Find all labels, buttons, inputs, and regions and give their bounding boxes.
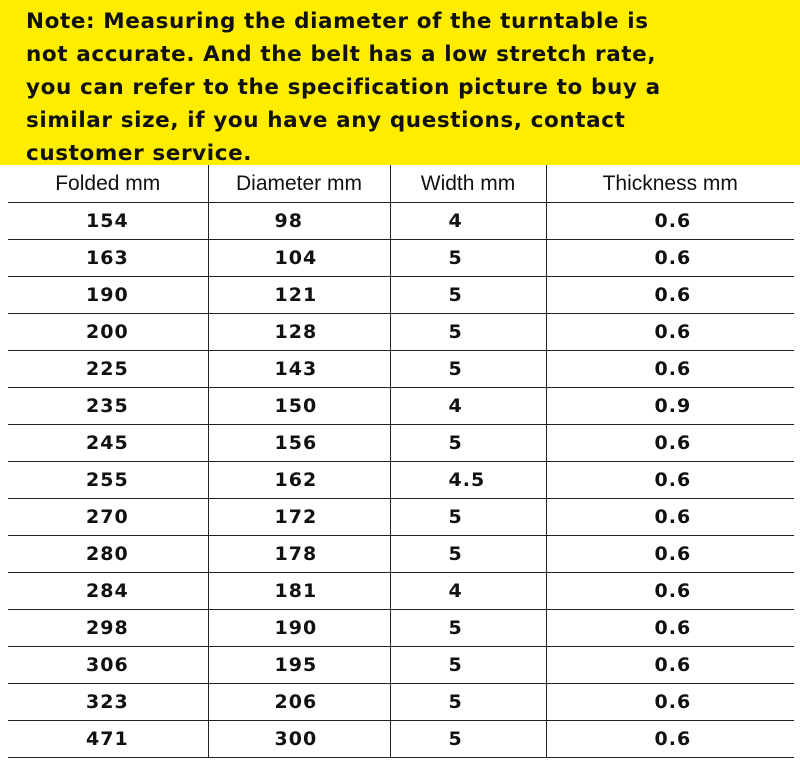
- diameter-cell: 300: [208, 721, 390, 758]
- thickness-cell: 0.6: [546, 610, 794, 647]
- diameter-cell: 98: [208, 203, 390, 240]
- table-row: [8, 462, 794, 499]
- diameter-cell: 162: [208, 462, 390, 499]
- diameter-cell: 172: [208, 499, 390, 536]
- diameter-cell: 128: [208, 314, 390, 351]
- width-cell: 5: [390, 536, 546, 573]
- table-row: [8, 610, 794, 647]
- folded-cell: 245: [8, 425, 208, 462]
- diameter-cell: 143: [208, 351, 390, 388]
- width-cell: 5: [390, 277, 546, 314]
- thickness-cell: 0.6: [546, 277, 794, 314]
- folded-cell: 255: [8, 462, 208, 499]
- folded-cell: 280: [8, 536, 208, 573]
- note-line: similar size, if you have any questions, contact: [26, 108, 626, 133]
- folded-cell: 306: [8, 647, 208, 684]
- width-cell: 5: [390, 721, 546, 758]
- note-banner: [0, 0, 800, 165]
- folded-cell: 298: [8, 610, 208, 647]
- spec-table-container: [8, 165, 794, 758]
- width-cell: 5: [390, 314, 546, 351]
- diameter-cell: 156: [208, 425, 390, 462]
- folded-cell: 284: [8, 573, 208, 610]
- folded-cell: 154: [8, 203, 208, 240]
- thickness-cell: 0.9: [546, 388, 794, 425]
- thickness-cell: 0.6: [546, 351, 794, 388]
- width-cell: 4: [390, 573, 546, 610]
- thickness-cell: 0.6: [546, 536, 794, 573]
- folded-cell: 200: [8, 314, 208, 351]
- table-row: [8, 388, 794, 425]
- table-row: [8, 425, 794, 462]
- header-folded: Folded mm: [8, 165, 208, 203]
- width-cell: 5: [390, 425, 546, 462]
- thickness-cell: 0.6: [546, 647, 794, 684]
- thickness-cell: 0.6: [546, 573, 794, 610]
- thickness-cell: 0.6: [546, 314, 794, 351]
- note-line: Note: Measuring the diameter of the turntable is: [26, 9, 649, 34]
- diameter-cell: 181: [208, 573, 390, 610]
- note-line: you can refer to the specification picture to buy a: [26, 75, 661, 100]
- folded-cell: 190: [8, 277, 208, 314]
- width-cell: 5: [390, 499, 546, 536]
- table-header-row: [8, 165, 794, 203]
- table-row: [8, 647, 794, 684]
- table-row: [8, 351, 794, 388]
- table-body: [8, 203, 794, 758]
- table-row: [8, 721, 794, 758]
- table-row: [8, 277, 794, 314]
- diameter-cell: 206: [208, 684, 390, 721]
- table-row: [8, 203, 794, 240]
- thickness-cell: 0.6: [546, 425, 794, 462]
- thickness-cell: 0.6: [546, 684, 794, 721]
- header-thickness: Thickness mm: [546, 165, 794, 203]
- width-cell: 5: [390, 240, 546, 277]
- width-cell: 5: [390, 647, 546, 684]
- width-cell: 4: [390, 388, 546, 425]
- width-cell: 4.5: [390, 462, 546, 499]
- width-cell: 5: [390, 351, 546, 388]
- table-row: [8, 314, 794, 351]
- folded-cell: 270: [8, 499, 208, 536]
- diameter-cell: 190: [208, 610, 390, 647]
- thickness-cell: 0.6: [546, 203, 794, 240]
- header-diameter: Diameter mm: [208, 165, 390, 203]
- thickness-cell: 0.6: [546, 462, 794, 499]
- thickness-cell: 0.6: [546, 721, 794, 758]
- thickness-cell: 0.6: [546, 240, 794, 277]
- diameter-cell: 195: [208, 647, 390, 684]
- diameter-cell: 178: [208, 536, 390, 573]
- width-cell: 5: [390, 684, 546, 721]
- folded-cell: 471: [8, 721, 208, 758]
- folded-cell: 163: [8, 240, 208, 277]
- width-cell: 5: [390, 610, 546, 647]
- folded-cell: 323: [8, 684, 208, 721]
- table-row: [8, 536, 794, 573]
- note-line: not accurate. And the belt has a low stretch rate,: [26, 42, 657, 67]
- table-row: [8, 573, 794, 610]
- table-row: [8, 499, 794, 536]
- width-cell: 4: [390, 203, 546, 240]
- diameter-cell: 121: [208, 277, 390, 314]
- diameter-cell: 104: [208, 240, 390, 277]
- folded-cell: 235: [8, 388, 208, 425]
- spec-table: [8, 165, 794, 758]
- table-row: [8, 684, 794, 721]
- diameter-cell: 150: [208, 388, 390, 425]
- header-width: Width mm: [390, 165, 546, 203]
- thickness-cell: 0.6: [546, 499, 794, 536]
- table-row: [8, 240, 794, 277]
- note-line: customer service.: [26, 141, 253, 166]
- folded-cell: 225: [8, 351, 208, 388]
